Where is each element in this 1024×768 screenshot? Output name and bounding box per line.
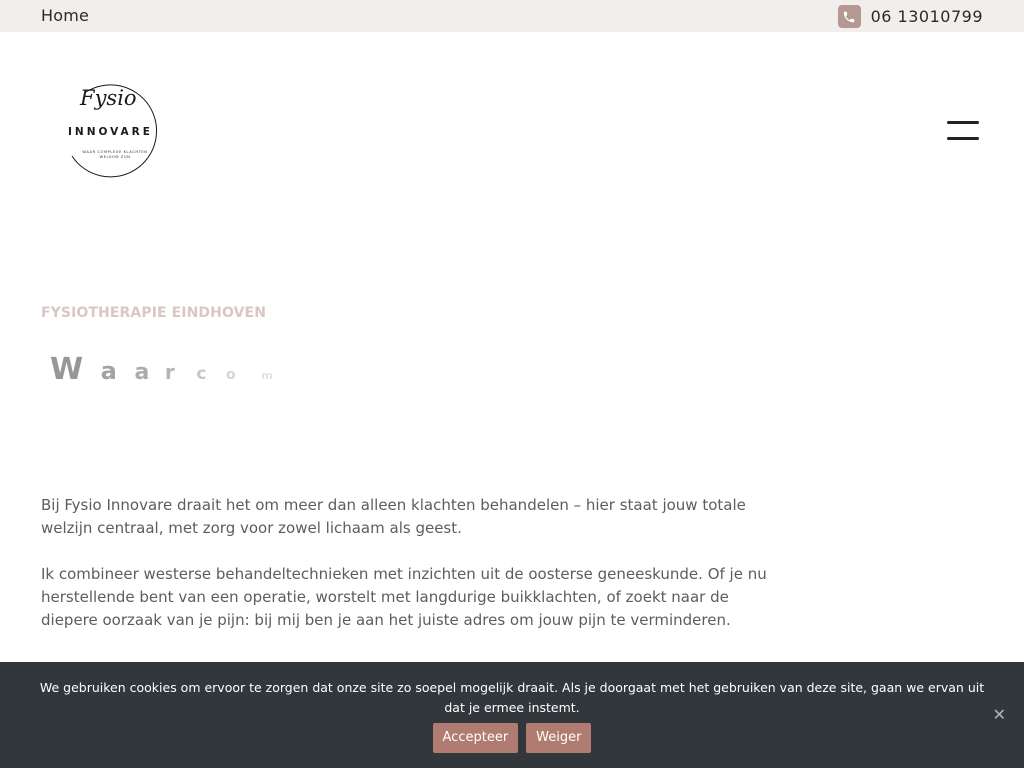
home-link[interactable]: Home [41,6,90,25]
logo-tagline: WAAR COMPLEXE KLACHTEN WELKOM ZIJN [82,150,148,159]
logo-script-text: Fysio [80,86,137,110]
animated-headline [50,352,303,392]
headline-letter: · [300,372,304,381]
section-kicker: FYSIOTHERAPIE EINDHOVEN [41,305,267,321]
intro-paragraph: Bij Fysio Innovare draait het om meer dan alleen klachten behandelen – hier staat jouw totale welzijn centraal, met zorg voor zowel lichaam als geest. [41,496,746,537]
cookie-message: We gebruiken cookies om ervoor te zorgen dat onze site zo soepel mogelijk draait. Als je doorgaat met het gebruiken van deze site, gaan we ervan uit dat je ermee instemt. [39,680,985,715]
headline-letter: a [134,360,150,385]
top-bar [0,0,1024,32]
menu-line-bottom [947,137,979,140]
accept-cookies-button[interactable]: Accepteer [433,723,519,753]
headline-letter: a [100,357,117,385]
headline-letter: o [226,367,236,383]
headline-letter: m [261,369,273,382]
headline-letter: r [164,360,175,384]
decline-cookies-button[interactable]: Weiger [526,723,591,753]
logo-wordmark: INNOVARE [68,126,153,138]
hamburger-menu-icon[interactable] [944,118,982,146]
intro-content [41,494,781,655]
menu-line-top [947,121,979,124]
site-logo[interactable] [64,84,168,182]
close-icon[interactable]: ✕ [992,705,1006,724]
phone-number[interactable]: 06 13010799 [870,7,983,26]
headline-letter: c [196,364,207,384]
phone-icon [838,5,861,28]
intro-paragraph: Ik combineer westerse behandeltechnieken met inzichten uit de oosterse geneeskunde. Of je nu herstellende bent van een operatie, worstelt met langdurige buikklachten, of zoekt naar de diepere oorzaak van je pijn: bij mij ben je aan het juiste adres om jouw pijn te verminderen. [41,565,767,629]
cookie-banner [0,662,1024,768]
headline-letter: W [50,352,84,387]
phone-contact[interactable] [838,5,983,28]
cookie-actions [0,723,1024,753]
